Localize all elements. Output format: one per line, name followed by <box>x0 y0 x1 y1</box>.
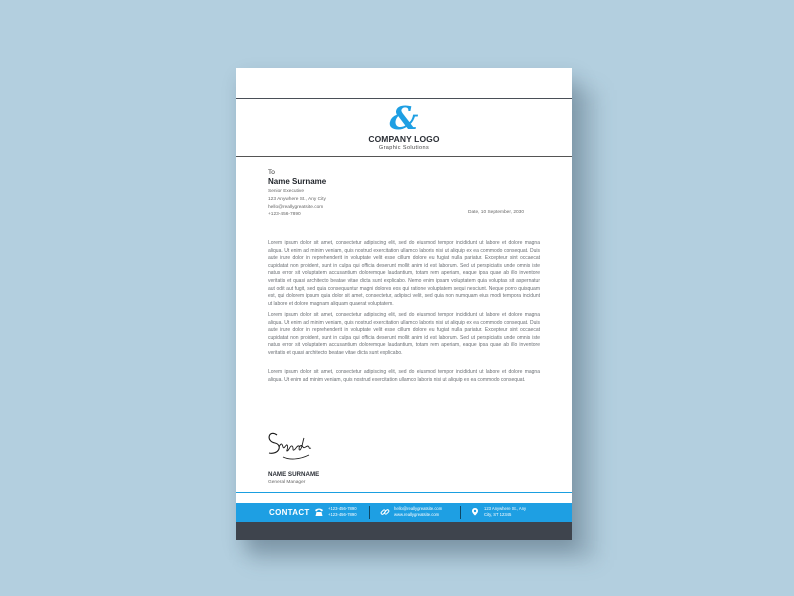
letter-date: Date, 10 September, 2030 <box>468 210 525 215</box>
ampersand-logo-icon <box>384 102 424 132</box>
phone-icon <box>314 507 324 517</box>
body-paragraph-1: Lorem ipsum dolor sit amet, consectetur adipiscing elit, sed do eiusmod tempor incididunt ut labore et dolore magna aliqua. Ut enim ad minim veniam, quis nostrud exercitation ullamco laboris nisi ut aliquip ex ea commodo consequat. Duis aute irure dolor in reprehenderit in voluptate velit esse cillum dolore eu fugiat nulla pariatur. Excepteur sint occaecat cupidatat non proident, sunt in culpa qui officia deserunt mollit anim id est laborum. Sed ut perspiciatis unde omnis iste natus error sit voluptatem accusantium doloremque laudantium, totam rem aperiam, eaque ipsa quae ab illo inventore veritatis et quasi architecto beatae vitae dicta sunt explicabo. Nemo enim ipsam voluptatem quia voluptas sit aspernatur aut odit aut fugit, sed quia consequuntur magni dolores eos qui ratione voluptatem sequi nesciunt. Neque porro quisquam est, qui dolorem ipsum quia dolor sit amet, consectetur, adipisci velit, sed quia non numquam eius modi tempora incidunt ut labore et dolore magnam aliquam quaerat voluptatem. <box>268 240 540 307</box>
top-rule <box>236 98 572 99</box>
footer-separator <box>369 506 370 519</box>
recipient-email: hello@reallygreatsite.com <box>268 204 324 210</box>
company-logo-title: COMPANY LOGO <box>368 134 440 144</box>
recipient-name: Name Surname <box>268 177 327 186</box>
footer-web <box>394 506 442 517</box>
recipient-phone: +123-456-7890 <box>268 212 301 218</box>
handwritten-signature <box>263 425 333 465</box>
footer-phone-2: +123-456-7890 <box>328 511 357 517</box>
body-paragraph-2: Lorem ipsum dolor sit amet, consectetur adipiscing elit, sed do eiusmod tempor incididunt ut labore et dolore magna aliqua. Ut enim ad minim veniam, quis nostrud exercitation ullamco laboris nisi ut aliquip ex ea commodo consequat. Duis aute irure dolor in reprehenderit in voluptate velit esse cillum dolore eu fugiat nulla pariatur. Excepteur sint occaecat cupidatat non proident, sunt in culpa qui officia deserunt mollit anim id est laborum. Sed ut perspiciatis unde omnis iste natus error sit voluptatem accusantium doloremque laudantium, totam rem aperiam, eaque ipsa quae ab illo inventore veritatis et quasi architecto beatae vitae dicta sunt explicabo. <box>268 312 540 356</box>
company-logo-subtitle: Graphic Solutions <box>378 145 430 151</box>
footer-email[interactable]: hello@reallygreatsite.com <box>394 506 443 511</box>
location-icon <box>470 507 480 517</box>
signatory-role: General Manager <box>268 480 306 485</box>
contact-bar <box>236 503 572 522</box>
footer-address-line-2: City, ST 12345 <box>484 511 512 517</box>
contact-label: CONTACT <box>269 508 310 517</box>
signatory-name: NAME SURNAME <box>268 471 320 478</box>
letterhead-page <box>236 68 572 540</box>
to-label: To <box>268 169 275 176</box>
body-paragraph-3: Lorem ipsum dolor sit amet, consectetur adipiscing elit, sed do eiusmod tempor incididunt ut labore et dolore magna aliqua. Ut enim ad minim veniam, quis nostrud exercitation ullamco laboris nisi ut aliquip ex ea commodo consequat. <box>268 369 540 383</box>
footer-phones <box>328 506 357 517</box>
footer-separator <box>460 506 461 519</box>
recipient-details <box>268 188 326 219</box>
link-icon <box>380 507 390 517</box>
recipient-title: Senior Executive <box>268 189 304 194</box>
footer-address-line-1: 123 Anywhere St., Any <box>484 506 527 511</box>
recipient-address: 123 Anywhere St., Any City <box>268 196 326 202</box>
footer-website[interactable]: www.reallygreatsite.com <box>394 511 440 517</box>
footer-dark-band <box>236 522 572 540</box>
footer-accent-line <box>236 492 572 493</box>
header-divider <box>236 156 572 157</box>
footer-address <box>484 506 526 517</box>
svg-text:&: & <box>389 102 419 132</box>
footer-phone-1: +123-456-7890 <box>328 506 357 511</box>
